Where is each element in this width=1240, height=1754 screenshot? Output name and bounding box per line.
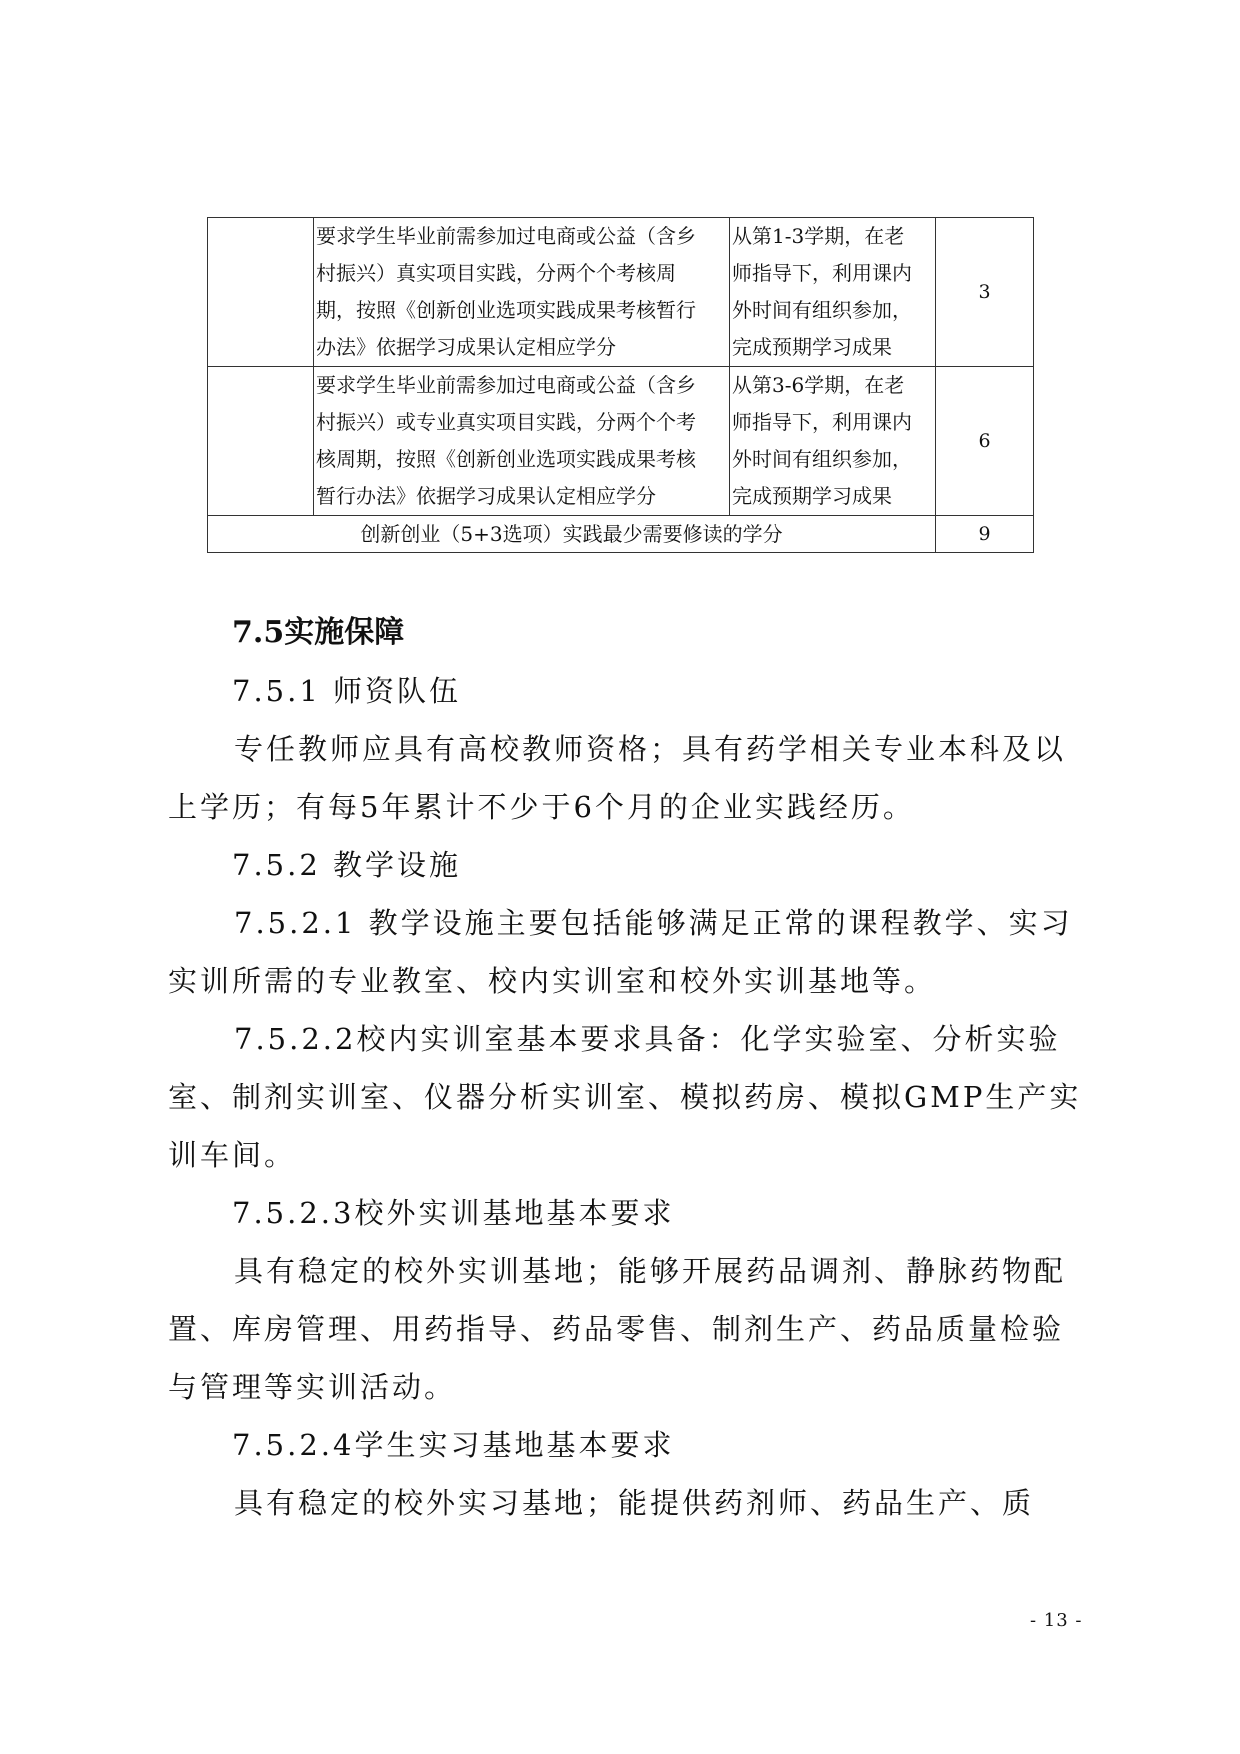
table-cell-requirement (314, 367, 730, 516)
table-cell-arrangement (730, 367, 936, 516)
table-cell-arrangement (730, 218, 936, 367)
subsection-title: 7.5.2 教学设施 (232, 848, 462, 882)
arrangement-text: 从第1-3学期，在老 师指导下，利用课内 外时间有组织参加， 完成预期学习成果 (732, 224, 912, 359)
subsection-title: 7.5.2.3校外实训基地基本要求 (232, 1196, 675, 1230)
requirement-text: 要求学生毕业前需参加过电商或公益（含乡 村振兴）或专业真实项目实践，分两个个考 核周期，按照《创新创业选项实践成果考核 暂行办法》依据学习成果认定相应学分 (316, 373, 696, 508)
requirement-text: 要求学生毕业前需参加过电商或公益（含乡 村振兴）真实项目实践，分两个个考核周 期，按照《创新创业选项实践成果考核暂行 办法》依据学习成果认定相应学分 (316, 224, 696, 359)
total-credit: 9 (936, 516, 1034, 553)
table-cell-credit: 3 (936, 218, 1034, 367)
table-cell-category (208, 367, 314, 516)
credit-table (207, 217, 1034, 553)
page-number: - 13 - (1030, 1610, 1083, 1631)
paragraph: 7.5.2.1 教学设施主要包括能够满足正常的课程教学、实习实训所需的专业教室、校内实训室和校外实训基地等。 (168, 906, 1073, 998)
subsection-title: 7.5.2.4学生实习基地基本要求 (232, 1428, 675, 1462)
total-label: 创新创业（5+3选项）实践最少需要修读的学分 (208, 516, 936, 553)
table-row (208, 218, 1034, 367)
paragraph: 专任教师应具有高校教师资格；具有药学相关专业本科及以上学历；有每5年累计不少于6个月的企业实践经历。 (168, 732, 1067, 824)
paragraph: 具有稳定的校外实习基地；能提供药剂师、药品生产、质 (234, 1486, 1035, 1520)
table-row (208, 367, 1034, 516)
table-cell-category (208, 218, 314, 367)
arrangement-text: 从第3-6学期，在老 师指导下，利用课内 外时间有组织参加， 完成预期学习成果 (732, 373, 912, 508)
subsection-title: 7.5.1 师资队伍 (232, 674, 462, 708)
table-cell-requirement (314, 218, 730, 367)
paragraph: 具有稳定的校外实训基地；能够开展药品调剂、静脉药物配置、库房管理、用药指导、药品零售、制剂生产、药品质量检验与管理等实训活动。 (168, 1254, 1067, 1404)
paragraph: 7.5.2.2校内实训室基本要求具备：化学实验室、分析实验室、制剂实训室、仪器分析实训室、模拟药房、模拟GMP生产实训车间。 (168, 1022, 1082, 1172)
table-cell-credit: 6 (936, 367, 1034, 516)
table-total-row (208, 516, 1034, 553)
section-heading: 7.5实施保障 (232, 615, 405, 650)
